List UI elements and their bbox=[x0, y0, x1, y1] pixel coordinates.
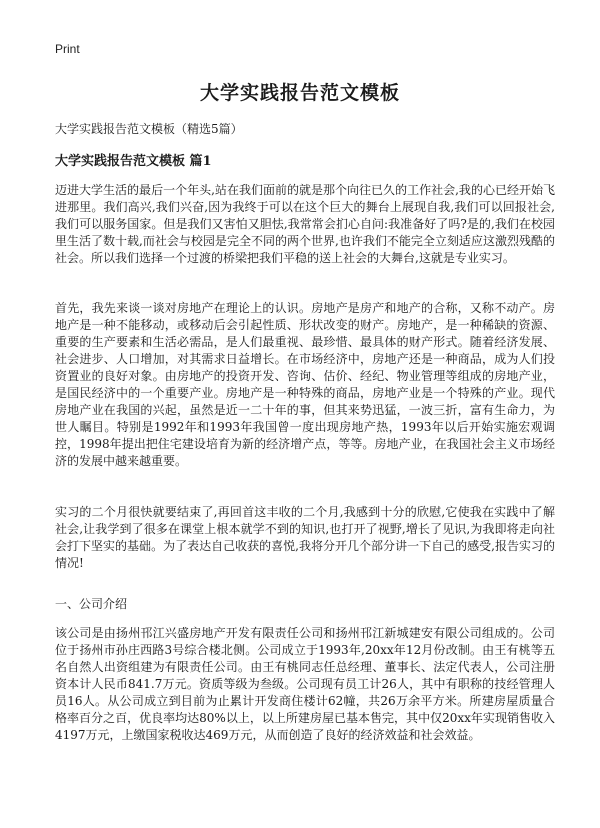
document-title: 大学实践报告范文模板 bbox=[199, 82, 400, 104]
subheading-company-intro: 一、公司介绍 bbox=[55, 597, 128, 611]
paragraph-company: 该公司是由扬州邗江兴盛房地产开发有限责任公司和扬州邗江新城建安有限公司组成的。公司位于扬州市孙庄西路3号综合楼北侧。公司成立于1993年,20xx年12月份改制。由王有桃等五名自然人出资组建为有限责任公司。由王有桃同志任总经理、董事长、法定代表人，公司注册资本计人民币841.7万元。资质等级为叁级。公司现有员工计26人，其中有职称的技经管理人员16人。从公司成立到目前为止累计开发商住楼计62幢，共26万余平方米。所建房屋质量合格率百分之百，优良率均达80%以上，以上所建房屋已基本售完，其中仅20xx年实现销售收入4197万元，上缴国家税收达469万元，从而创造了良好的经济效益和社会效益。 bbox=[55, 626, 555, 742]
print-label: Print bbox=[55, 42, 80, 56]
paragraph-internship: 实习的二个月很快就要结束了,再回首这丰收的二个月,我感到十分的欣慰,它使我在实践中了解社会,让我学到了很多在课堂上根本就学不到的知识,也打开了视野,增长了见识,为我即将走向社会打下坚实的基础。为了表达自己收获的喜悦,我将分开几个部分讲一下自己的感受,报告实习的情况! bbox=[55, 505, 555, 570]
paragraph-intro: 迈进大学生活的最后一个年头,站在我们面前的就是那个向往已久的工作社会,我的心已经开始飞进那里。我们高兴,我们兴奋,因为我终于可以在这个巨大的舞台上展现自我,我们可以回报社会,我们可以服务国家。但是我们又害怕又胆怯,我常常会扪心自问:我准备好了吗?是的,我们在校园里生活了数十载,而社会与校园是完全不同的两个世界,也许我们不能完全立刻适应这激烈残酷的社会。所以我们选择一个过渡的桥梁把我们平稳的送上社会的大舞台,这就是专业实习。 bbox=[55, 183, 555, 265]
document-subtitle: 大学实践报告范文模板（精选5篇） bbox=[55, 122, 243, 136]
paragraph-real-estate: 首先，我先来谈一谈对房地产在理论上的认识。房地产是房产和地产的合称，又称不动产。房地产是一种不能移动，或移动后会引起性质、形状改变的财产。房地产，是一种稀缺的资源、重要的生产要素和生活必需品，是人们最重视、最珍惜、最具体的财产形式。随着经济发展、社会进步、人口增加，对其需求日益增长。在市场经济中，房地产还是一种商品，成为人们投资置业的良好对象。由房地产的投资开发、咨询、估价、经纪、物业管理等组成的房地产业，是国民经济中的一个重要产业。房地产是一种特殊的商品，房地产业是一个特殊的产业。现代房地产业在我国的兴起，虽然是近一二十年的事，但其来势迅猛，一波三折，富有生命力，为世人瞩目。特别是1992年和1993年我国曾一度出现房地产热，1993年以后开始实施宏观调控，1998年提出把住宅建设培育为新的经济增产点，等等。房地产业，在我国社会主义市场经济的发展中越来越重要。 bbox=[55, 301, 555, 468]
section-heading: 大学实践报告范文模板 篇1 bbox=[55, 154, 212, 169]
